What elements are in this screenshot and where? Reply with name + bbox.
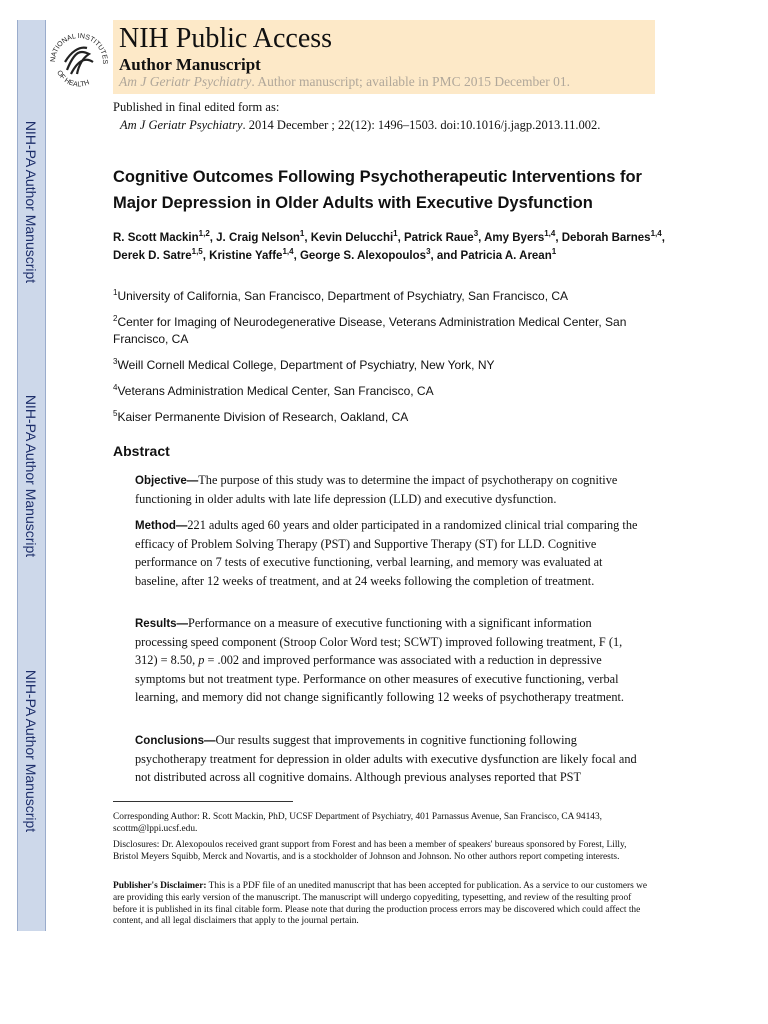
- author-list: [113, 229, 673, 265]
- nih-logo: [45, 22, 111, 96]
- affiliation-1: [113, 288, 673, 305]
- affiliation-sup: 3: [113, 357, 118, 366]
- results-text-b: = .002 and improved performance was associated with a reduction in depressive symptoms but not treatment type. Performance on other measures of executive functioning, verbal learning, and memory did not change significantly following 12 weeks of psychotherapy treatment.: [135, 653, 625, 704]
- author-affiliation-sup: 1: [393, 229, 398, 239]
- author-name: J. Craig Nelson: [216, 232, 300, 244]
- author-name: Patricia A. Arean: [460, 250, 552, 262]
- conclusions-text: Our results suggest that improvements in cognitive functioning following psychotherapy treatment for depression in older adults with executive dysfunction are likely focal and not distributed across all cognitive domains. Although previous analyses reported that PST: [135, 733, 637, 785]
- author-separator: ,: [478, 232, 485, 244]
- author-name: Derek D. Satre: [113, 250, 192, 262]
- paper-title: Cognitive Outcomes Following Psychotherapeutic Interventions for Major Depression in Older Adults with Executive Dysfunction: [113, 168, 642, 212]
- affiliation-text: Kaiser Permanente Division of Research, Oakland, CA: [117, 410, 409, 424]
- author-separator: ,: [202, 250, 210, 262]
- author-affiliation-sup: 1: [299, 229, 305, 239]
- author-affiliation-sup: 1,5: [191, 247, 203, 257]
- conclusions-label: Conclusions—: [135, 735, 216, 747]
- author-affiliation-sup: 3: [426, 247, 431, 257]
- author-affiliation-sup: 1,4: [282, 247, 294, 257]
- author-name: R. Scott Mackin: [113, 232, 199, 244]
- author-name: Patrick Raue: [404, 232, 474, 244]
- abstract-conclusions: [135, 731, 640, 787]
- affiliation-4: [113, 383, 673, 400]
- author-name: Amy Byers: [484, 232, 545, 244]
- side-label-2: NIH-PA Author Manuscript: [23, 394, 39, 558]
- objective-label: Objective—: [135, 475, 199, 487]
- abstract-objective: [135, 471, 640, 508]
- footnote-divider: [113, 801, 293, 802]
- results-text-a: Performance on a measure of executive functioning with a significant information processing speed component (Stroop Color Word test; SCWT) improved following treatment, F (1, 312) = 8.50,: [135, 616, 623, 668]
- abstract-method: [135, 516, 640, 590]
- disclaimer-text: This is a PDF file of an unedited manuscript that has been accepted for publication. As a service to our customers we are providing this early version of the manuscript. The manuscript will undergo copyediting, typesetting, and review of the resulting proof before it is published in its final citable form. Please note that during the production process errors may be discovered which could affect the content, and all legal disclaimers that apply to the journal pertain.: [113, 881, 648, 927]
- author-separator: ,: [397, 232, 405, 244]
- published-info: [113, 98, 600, 134]
- author-separator: ,: [661, 232, 665, 244]
- nih-header: [113, 20, 655, 94]
- author-separator: , and: [430, 250, 461, 262]
- footnote-corresponding: Corresponding Author: R. Scott Mackin, PhD, UCSF Department of Psychiatry, 401 Parnassus Avenue, San Francisco, CA 94143, scottm@lppi.ucsf.edu.: [113, 812, 603, 834]
- published-rest: . 2014 December ; 22(12): 1496–1503. doi:10.1016/j.jagp.2013.11.002.: [242, 118, 601, 132]
- published-label: Published in final edited form as:: [113, 100, 280, 114]
- author-separator: ,: [209, 232, 217, 244]
- affiliation-sup: 4: [113, 383, 118, 392]
- author-name: Kristine Yaffe: [209, 250, 283, 262]
- affiliation-sup: 1: [113, 288, 118, 297]
- affiliation-text: Veterans Administration Medical Center, San Francisco, CA: [117, 384, 434, 398]
- abstract-heading: Abstract: [113, 443, 170, 459]
- author-affiliation-sup: 1,4: [650, 229, 662, 239]
- logo-bottom-text: OF HEALTH: [55, 69, 91, 89]
- logo-top-text: NATIONAL INSTITUTES: [49, 32, 109, 65]
- author-separator: ,: [555, 232, 562, 244]
- published-reference: [113, 116, 600, 134]
- header-citation: [119, 74, 570, 90]
- author-name: Kevin Delucchi: [310, 232, 394, 244]
- author-separator: ,: [293, 250, 300, 262]
- affiliation-text: University of California, San Francisco, Department of Psychiatry, San Francisco, CA: [117, 289, 569, 303]
- affiliation-sup: 2: [113, 314, 118, 323]
- author-affiliation-sup: 1,4: [544, 229, 556, 239]
- results-p: p: [198, 653, 205, 668]
- author-affiliation-sup: 3: [473, 229, 479, 239]
- side-label-1: NIH-PA Author Manuscript: [23, 120, 39, 284]
- objective-text: The purpose of this study was to determine the impact of psychotherapy on cognitive functioning in older adults with late life depression (LLD) and executive dysfunction.: [135, 473, 618, 507]
- affiliation-text: Weill Cornell Medical College, Department of Psychiatry, New York, NY: [117, 358, 495, 372]
- disclaimer-label: Publisher's Disclaimer:: [113, 881, 207, 891]
- abstract-results: [135, 614, 640, 706]
- affiliation-text: Center for Imaging of Neurodegenerative Disease, Veterans Administration Medical Center, San Francisco, CA: [113, 315, 627, 346]
- header-title: NIH Public Access: [119, 23, 333, 54]
- published-journal: Am J Geriatr Psychiatry: [120, 118, 243, 132]
- footnote-disclosures: Disclosures: Dr. Alexopoulos received grant support from Forest and has been a member of speakers' bureaus sponsored by Forest, Lilly, Bristol Meyers Squibb, Merck and Novartis, and is a stockholder of Johnson and Johnson. No other authors report competing interests.: [113, 840, 627, 862]
- header-cite-journal: Am J Geriatr Psychiatry: [119, 74, 252, 89]
- affiliation-3: [113, 357, 673, 374]
- header-subtitle: Author Manuscript: [119, 55, 261, 74]
- affiliation-5: [113, 409, 673, 426]
- method-text: 221 adults aged 60 years and older participated in a randomized clinical trial comparing the efficacy of Problem Solving Therapy (PST) and Supportive Therapy (ST) for LLD. Cognitive performance on 7 tests of executive functioning, verbal learning, and memory was evaluated at baseline, after 12 weeks of treatment, and at 24 weeks following the completion of treatment.: [135, 518, 638, 588]
- author-name: George S. Alexopoulos: [299, 250, 427, 262]
- affiliation-sup: 5: [113, 409, 118, 418]
- header-cite-rest: . Author manuscript; available in PMC 2015 December 01.: [251, 74, 571, 89]
- results-label: Results—: [135, 618, 189, 630]
- author-separator: ,: [304, 232, 311, 244]
- affiliation-2: [113, 314, 673, 348]
- footnote-disclaimer: [113, 881, 653, 928]
- author-affiliation-sup: 1,2: [198, 229, 210, 239]
- side-label-3: NIH-PA Author Manuscript: [23, 669, 39, 833]
- author-affiliation-sup: 1: [551, 247, 557, 257]
- author-name: Deborah Barnes: [561, 232, 651, 244]
- method-label: Method—: [135, 520, 188, 532]
